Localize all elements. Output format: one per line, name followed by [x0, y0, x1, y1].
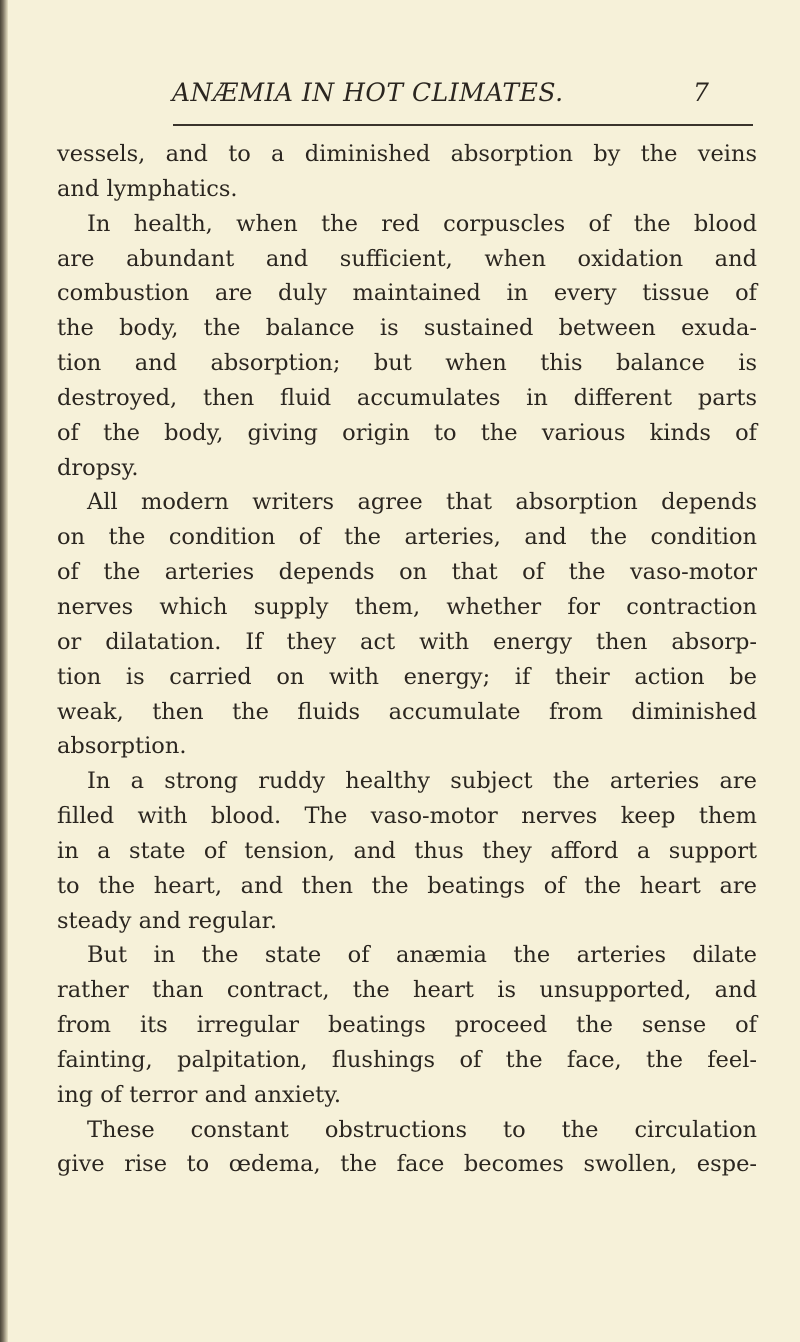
text-line: rather than contract, the heart is unsupported, and — [57, 977, 757, 1004]
text-line: on the condition of the arteries, and the condition — [57, 524, 757, 551]
text-line: But in the state of anæmia the arteries dilate — [87, 942, 757, 969]
text-line: are abundant and sufficient, when oxidation and — [57, 245, 757, 272]
text-line: ing of terror and anxiety. — [57, 1081, 342, 1108]
text-line: These constant obstructions to the circulation — [87, 1116, 757, 1143]
text-line: of the body, giving origin to the various kinds of — [57, 419, 757, 446]
text-line: nerves which supply them, whether for contraction — [57, 593, 757, 620]
text-line: filled with blood. The vaso-motor nerves keep them — [57, 803, 757, 830]
text-line: In health, when the red corpuscles of the blood — [87, 210, 757, 237]
page-edge-shadow — [0, 0, 8, 1342]
text-line: combustion are duly maintained in every tissue of — [57, 280, 757, 307]
running-title: ANÆMIA IN HOT CLIMATES. — [172, 78, 564, 107]
text-line: in a state of tension, and thus they afford a support — [57, 837, 757, 864]
text-line: to the heart, and then the beatings of the heart are — [57, 872, 757, 899]
text-line: tion is carried on with energy; if their action be — [57, 663, 757, 690]
text-line: All modern writers agree that absorption depends — [87, 489, 757, 516]
text-line: weak, then the fluids accumulate from diminished — [57, 698, 757, 725]
text-line: absorption. — [57, 733, 187, 760]
running-head — [0, 74, 800, 114]
text-line: steady and regular. — [57, 907, 278, 934]
text-line: fainting, palpitation, flushings of the face, the feel- — [57, 1046, 757, 1073]
text-line: destroyed, then fluid accumulates in different parts — [57, 384, 757, 411]
text-line: from its irregular beatings proceed the sense of — [57, 1012, 757, 1039]
text-line: In a strong ruddy healthy subject the arteries are — [87, 768, 757, 795]
body-text — [57, 137, 757, 1182]
text-line: of the arteries depends on that of the vaso-motor — [57, 559, 757, 586]
header-rule — [173, 124, 753, 126]
page-number: 7 — [693, 78, 709, 107]
text-line: vessels, and to a diminished absorption by the veins — [57, 141, 757, 167]
text-line: and lymphatics. — [57, 175, 238, 202]
text-line: the body, the balance is sustained between exuda- — [57, 315, 757, 342]
text-line: tion and absorption; but when this balance is — [57, 350, 757, 377]
text-line: or dilatation. If they act with energy then absorp- — [57, 628, 757, 655]
text-line: give rise to œdema, the face becomes swollen, espe- — [57, 1151, 757, 1178]
text-line: dropsy. — [57, 454, 139, 481]
